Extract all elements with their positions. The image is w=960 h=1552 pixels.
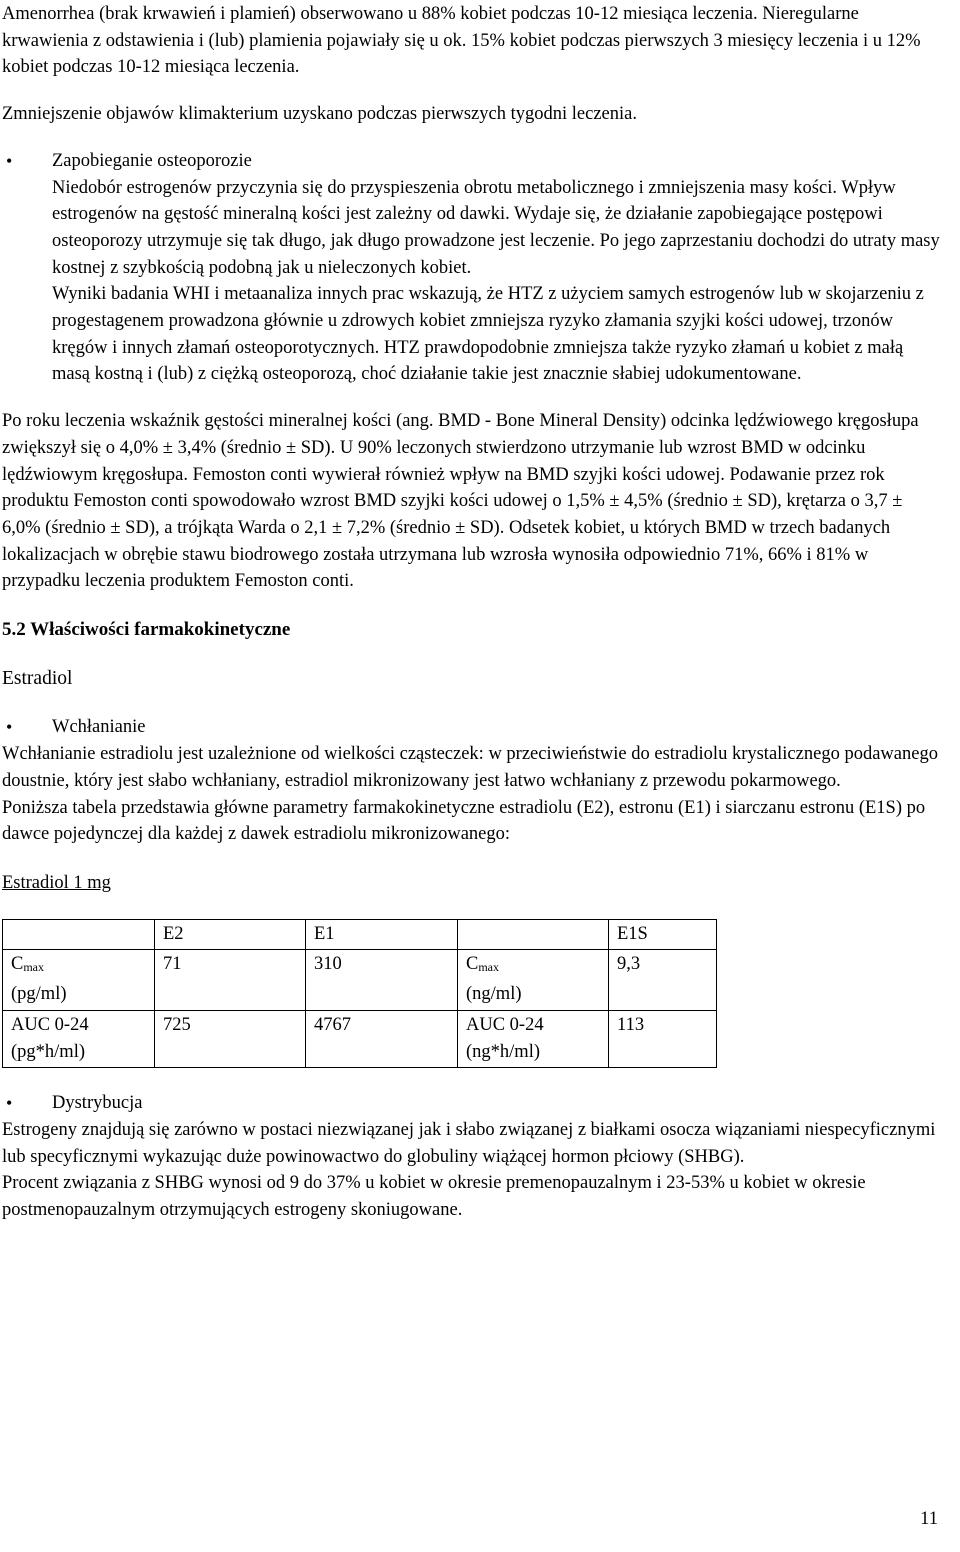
- auc-label: AUC 0-24: [11, 1014, 89, 1035]
- table-cell: 113: [609, 1010, 717, 1067]
- page-number: 11: [920, 1509, 938, 1529]
- document-page: [2, 0, 942, 1224]
- estradiol-heading: Estradiol: [2, 667, 73, 689]
- table-cell: 725: [155, 1010, 306, 1067]
- pharmacokinetics-table: [2, 919, 717, 1069]
- table-cell: E1S: [609, 919, 717, 950]
- cmax-subscript: max: [478, 960, 500, 975]
- distribution-bullet: [2, 1090, 942, 1117]
- absorption-paragraph-1: Wchłanianie estradiolu jest uzależnione od wielkości cząsteczek: w przeciwieństwie do estradiolu krystalicznego podawanego doustnie, który jest słabo wchłaniany, estradiol mikronizowany jest łatwo wchłaniany z przewodu pokarmowego.: [2, 744, 938, 791]
- table-row: [3, 1010, 717, 1067]
- section-heading: 5.2 Właściwości farmakokinetyczne: [2, 619, 291, 641]
- cmax-unit: (pg/ml): [11, 984, 67, 1005]
- dose-label: Estradiol 1 mg: [2, 872, 111, 893]
- bullet-icon: •: [6, 717, 13, 738]
- osteoporosis-bullet-title: Zapobieganie osteoporozie: [52, 150, 252, 171]
- osteoporosis-bullet: [2, 148, 942, 175]
- distribution-paragraph-2: Procent związania z SHBG wynosi od 9 do 37% u kobiet w okresie premenopauzalnym i 23-53% u kobiet w okresie postmenopauzalnym otrzymujących estrogeny skoniugowane.: [2, 1173, 866, 1221]
- table-cell: [458, 1010, 609, 1067]
- cmax-subscript: max: [23, 960, 45, 975]
- osteoporosis-paragraph-1: Niedobór estrogenów przyczynia się do przyspieszenia obrotu metabolicznego i zmniejszenia masy kości. Wpływ estrogenów na gęstość mineralną kości jest zależny od dawki. Wydaje się, że działanie zapobiegające postępowi osteoporozy utrzymuje się tak długo, jak długo prowadzone jest leczenie. Po jego zaprzestaniu dochodzi do utraty masy kostnej z szybkością podobną jak u nieleczonych kobiet.: [52, 177, 940, 278]
- cmax-label: C: [11, 954, 24, 975]
- absorption-bullet-title: Wchłanianie: [52, 717, 146, 738]
- table-cell: [3, 919, 155, 950]
- table-header-row: [3, 919, 717, 950]
- table-cell: 9,3: [609, 950, 717, 1010]
- auc-unit: (ng*h/ml): [466, 1041, 540, 1062]
- auc-label: AUC 0-24: [466, 1014, 544, 1035]
- absorption-bullet: [2, 714, 942, 741]
- table-cell: E2: [155, 919, 306, 950]
- cmax-unit: (ng/ml): [466, 984, 522, 1005]
- table-cell: [458, 919, 609, 950]
- table-cell: [3, 950, 155, 1010]
- bullet-icon: •: [6, 150, 13, 171]
- table-cell: [458, 950, 609, 1010]
- amenorrhea-paragraph: Amenorrhea (brak krwawień i plamień) obserwowano u 88% kobiet podczas 10-12 miesiąca leczenia. Nieregularne krwawienia z odstawienia i (lub) plamienia pojawiały się u ok. 15% kobiet podczas pierwszych 3 miesięcy leczenia i u 12% kobiet podczas 10-12 miesiąca leczenia.: [2, 4, 921, 78]
- table-cell: 4767: [306, 1010, 458, 1067]
- distribution-paragraph-1: Estrogeny znajdują się zarówno w postaci niezwiązanej jak i słabo związanej z białkami osocza wiązaniami niespecyficznymi lub specyficznymi wykazując duże powinowactwo do globuliny wiążącej hormon płciowy (SHBG).: [2, 1119, 936, 1167]
- table-cell: E1: [306, 919, 458, 950]
- distribution-bullet-title: Dystrybucja: [52, 1093, 143, 1114]
- bullet-icon: •: [6, 1093, 13, 1114]
- table-cell: 71: [155, 950, 306, 1010]
- osteoporosis-paragraph-2: Wyniki badania WHI i metaanaliza innych prac wskazują, że HTZ z użyciem samych estrogenów lub w skojarzeniu z progestagenem prowadzona głównie u zdrowych kobiet zmniejsza ryzyko złamania szyjki kości udowej, trzonów kręgów i innych złamań osteoporotycznych. HTZ prawdopodobnie zmniejsza także ryzyko złamań u kobiet z małą masą kostną i (lub) z ciężką osteoporozą, choć działanie takie jest znacznie słabiej udokumentowane.: [52, 284, 924, 385]
- cmax-label: C: [466, 954, 479, 975]
- absorption-paragraph-2: Poniższa tabela przedstawia główne parametry farmakokinetyczne estradiolu (E2), estronu (E1) i siarczanu estronu (E1S) po dawce pojedynczej dla każdej z dawek estradiolu mikronizowanego:: [2, 797, 926, 845]
- table-cell: [3, 1010, 155, 1067]
- table-cell: 310: [306, 950, 458, 1010]
- climacteric-paragraph: Zmniejszenie objawów klimakterium uzyskano podczas pierwszych tygodni leczenia.: [2, 104, 637, 125]
- auc-unit: (pg*h/ml): [11, 1041, 85, 1062]
- bmd-paragraph: Po roku leczenia wskaźnik gęstości mineralnej kości (ang. BMD - Bone Mineral Density) odcinka lędźwiowego kręgosłupa zwiększył się o 4,0% ± 3,4% (średnio ± SD). U 90% leczonych stwierdzono utrzymanie lub wzrost BMD w odcinku lędźwiowym kręgosłupa. Femoston conti wywierał również wpływ na BMD szyjki kości udowej. Podawanie przez rok produktu Femoston conti spowodowało wzrost BMD szyjki kości udowej o 1,5% ± 4,5% (średnio ± SD), krętarza o 3,7 ± 6,0% (średnio ± SD), a trójkąta Warda o 2,1 ± 7,2% (średnio ± SD). Odsetek kobiet, u których BMD w trzech badanych lokalizacjach w obrębie stawu biodrowego została utrzymana lub wzrosła wynosiła odpowiednio 71%, 66% i 81% w przypadku leczenia produktem Femoston conti.: [2, 411, 919, 592]
- table-row: [3, 950, 717, 1010]
